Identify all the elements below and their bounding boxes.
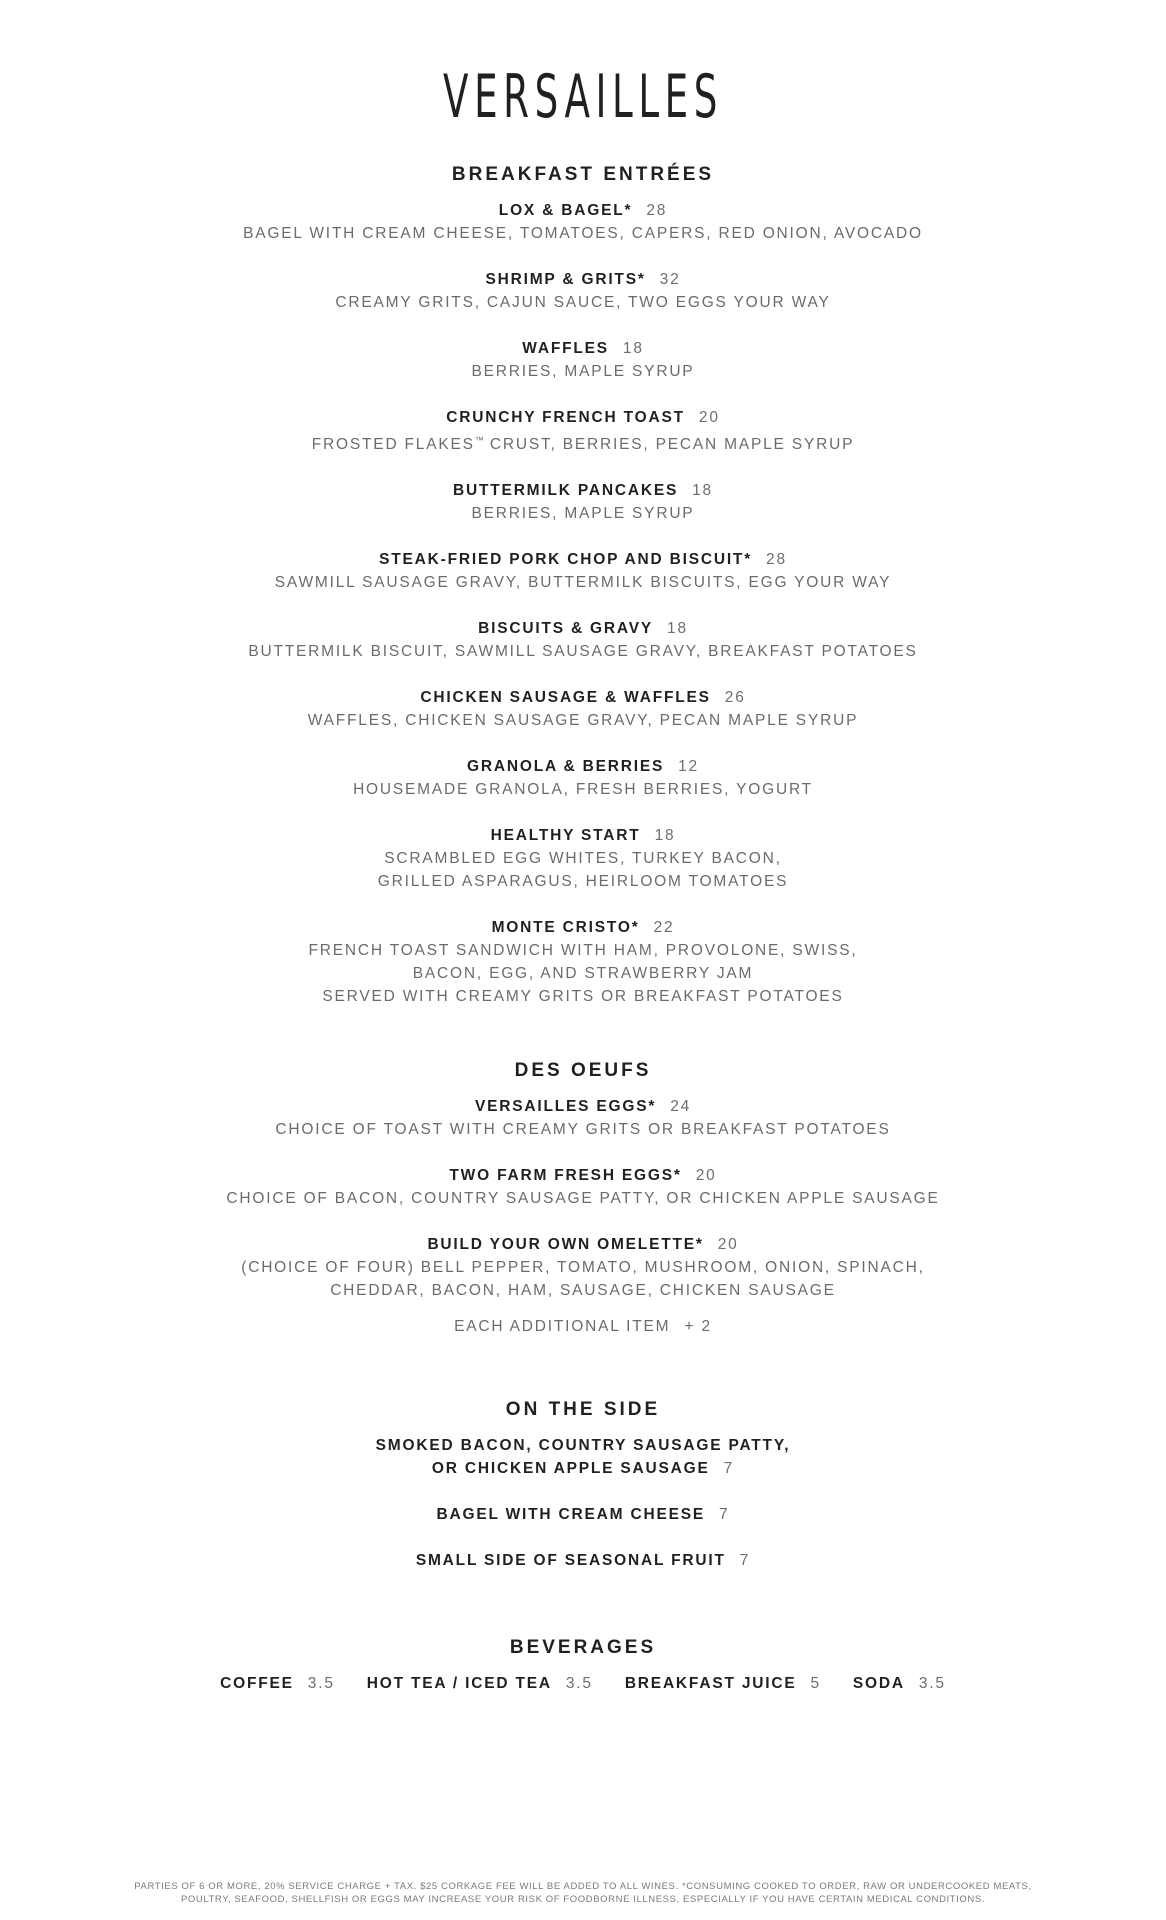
item-price: 12 [678,758,699,776]
item-price: 32 [659,271,681,288]
item-price: 28 [646,202,668,219]
item-name: BUTTERMILK PANCAKES [453,482,679,500]
item-description: BAGEL WITH CREAM CHEESE, TOMATOES, CAPERS, RED ONION, AVOCADO [243,225,923,242]
item-name-line [0,755,1166,778]
item-name: HEALTHY START [490,827,641,845]
menu-item [0,617,1166,663]
item-name: CRUNCHY FRENCH TOAST [446,409,685,426]
item-name-line [0,406,1166,429]
breakfast-section [0,163,1166,1031]
beverage-price: 3.5 [918,1675,946,1692]
beverage-item [853,1672,946,1695]
restaurant-logo: VERSAILLES [443,62,723,132]
beverage-item [220,1672,335,1695]
side-item-price: 7 [739,1552,751,1569]
item-description: SAWMILL SAUSAGE GRAVY, BUTTERMILK BISCUITS, EGG YOUR WAY [274,574,892,592]
beverage-row [0,1672,1166,1695]
beverage-name: COFFEE [220,1675,294,1692]
item-name-line [0,1095,1166,1118]
item-name-line [0,1233,1166,1256]
item-description: BERRIES, MAPLE SYRUP [471,363,695,380]
beverage-name: HOT TEA / ICED TEA [366,1675,552,1692]
item-description: CHEDDAR, BACON, HAM, SAUSAGE, CHICKEN SAUSAGE [330,1282,836,1299]
beverage-name: SODA [852,1675,905,1692]
footer-line-1: PARTIES OF 6 OR MORE, 20% SERVICE CHARGE + TAX. $25 CORKAGE FEE WILL BE ADDED TO ALL WINES. *CONSUMING COOKED TO ORDER, RAW OR UNDERCOOKED MEATS, [134,1881,1032,1892]
item-description: (CHOICE OF FOUR) BELL PEPPER, TOMATO, MUSHROOM, ONION, SPINACH, [241,1259,925,1276]
menu-item [0,824,1166,893]
menu-item [0,1164,1166,1210]
item-price: 18 [654,827,676,845]
menu-item [0,755,1166,801]
trademark-symbol: ™ [474,435,484,445]
side-item-line [0,1549,1166,1572]
item-description: GRILLED ASPARAGUS, HEIRLOOM TOMATOES [377,873,789,891]
footer-disclaimer [0,1880,1166,1906]
item-description: SERVED WITH CREAMY GRITS OR BREAKFAST POTATOES [322,988,844,1006]
side-item-name: SMALL SIDE OF SEASONAL FRUIT [415,1552,726,1569]
beverage-name: BREAKFAST JUICE [624,1675,797,1692]
beverage-price: 3.5 [565,1675,593,1692]
additional-item-label: EACH ADDITIONAL ITEM [454,1318,671,1335]
item-description: FROSTED FLAKES™ CRUST, BERRIES, PECAN MAPLE SYRUP [311,435,855,454]
item-name-line [0,617,1166,640]
menu-item [0,916,1166,1008]
item-price: 24 [670,1098,692,1115]
side-items [0,1434,1166,1572]
side-section [0,1398,1166,1595]
item-price: 20 [698,409,720,426]
side-item-name: SMOKED BACON, COUNTRY SAUSAGE PATTY, [375,1437,791,1454]
item-description: CHOICE OF TOAST WITH CREAMY GRITS OR BREAKFAST POTATOES [275,1121,891,1138]
item-name-line [0,916,1166,939]
item-price: 18 [692,482,713,500]
item-name-line [0,548,1166,571]
beverage-price: 5 [810,1675,821,1692]
menu-item [0,268,1166,314]
menu-item [0,1233,1166,1302]
item-description: WAFFLES, CHICKEN SAUSAGE GRAVY, PECAN MAPLE SYRUP [307,712,859,730]
section-title: BEVERAGES [509,1637,657,1658]
item-description: SCRAMBLED EGG WHITES, TURKEY BACON, [384,850,782,868]
menu-item [0,406,1166,456]
item-price: 18 [622,340,644,357]
item-name: LOX & BAGEL* [498,202,633,219]
side-item [0,1549,1166,1572]
side-item-name: OR CHICKEN APPLE SAUSAGE [431,1460,710,1477]
side-item-price: 7 [719,1506,730,1523]
side-item-price: 7 [723,1460,735,1477]
item-description: BERRIES, MAPLE SYRUP [471,505,695,523]
section-title: DES OEUFS [514,1060,652,1081]
item-description: BACON, EGG, AND STRAWBERRY JAM [412,965,754,983]
side-item-line [0,1457,1166,1480]
beverage-item [625,1672,821,1695]
item-description: CREAMY GRITS, CAJUN SAUCE, TWO EGGS YOUR WAY [335,294,831,311]
item-price: 26 [724,689,746,707]
item-name: SHRIMP & GRITS* [485,271,646,288]
menu-item [0,548,1166,594]
item-price: 20 [717,1236,739,1253]
item-price: 28 [766,551,787,569]
item-name: MONTE CRISTO* [491,919,640,937]
beverage-price: 3.5 [307,1675,335,1692]
menu-item [0,686,1166,732]
side-item-name: BAGEL WITH CREAM CHEESE [436,1506,706,1523]
item-description: HOUSEMADE GRANOLA, FRESH BERRIES, YOGURT [353,781,813,799]
item-name: BUILD YOUR OWN OMELETTE* [427,1236,704,1253]
item-name: VERSAILLES EGGS* [474,1098,657,1115]
item-description: BUTTERMILK BISCUIT, SAWMILL SAUSAGE GRAVY, BREAKFAST POTATOES [248,643,918,661]
additional-item-note [0,1315,1166,1338]
item-price: 22 [653,919,675,937]
menu-item [0,479,1166,525]
footer-line-2: POULTRY, SEAFOOD, SHELLFISH OR EGGS MAY INCREASE YOUR RISK OF FOODBORNE ILLNESS, ESPECIALLY IF YOU HAVE CERTAIN MEDICAL CONDITIONS. [180,1894,986,1905]
item-name-line [0,479,1166,502]
item-name-line [0,337,1166,360]
item-name-line [0,824,1166,847]
item-name: STEAK-FRIED PORK CHOP AND BISCUIT* [379,551,753,569]
item-price: 20 [695,1167,717,1184]
item-name-line [0,268,1166,291]
side-item-line [0,1434,1166,1457]
oeufs-section [0,1059,1166,1338]
side-item-line [0,1503,1166,1526]
item-description: FRENCH TOAST SANDWICH WITH HAM, PROVOLONE, SWISS, [308,942,858,960]
item-price: 18 [667,620,688,638]
menu-item [0,1095,1166,1141]
item-name: WAFFLES [522,340,609,357]
side-item [0,1434,1166,1480]
beverages-section [0,1636,1166,1695]
menu-item [0,199,1166,245]
item-name-line [0,686,1166,709]
item-name-line [0,199,1166,222]
item-name-line [0,1164,1166,1187]
section-title: BREAKFAST ENTRÉES [451,164,715,185]
additional-item-price: + 2 [684,1318,712,1335]
beverage-item [367,1672,593,1695]
menu-item [0,337,1166,383]
item-name: BISCUITS & GRAVY [478,620,654,638]
item-name: GRANOLA & BERRIES [467,758,665,776]
section-title: ON THE SIDE [505,1399,661,1420]
item-name: TWO FARM FRESH EGGS* [449,1167,682,1184]
item-description: CHOICE OF BACON, COUNTRY SAUSAGE PATTY, OR CHICKEN APPLE SAUSAGE [226,1190,940,1207]
item-name: CHICKEN SAUSAGE & WAFFLES [420,689,711,707]
side-item [0,1503,1166,1526]
